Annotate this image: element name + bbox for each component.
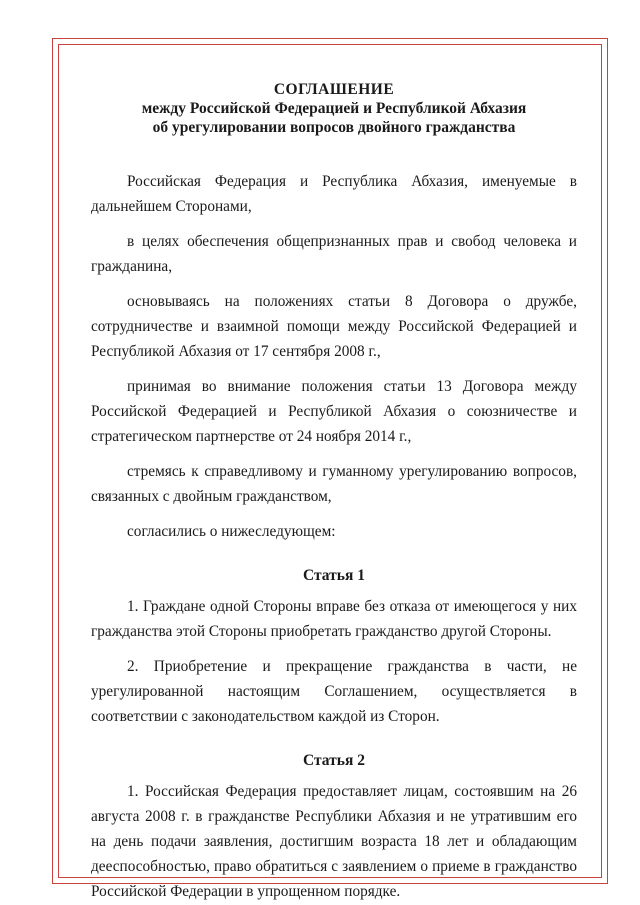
document-body (91, 80, 577, 904)
article-2-heading: Статья 2 (303, 752, 365, 769)
document-title (91, 80, 577, 137)
article-1-paragraph-2: 2. Приобретение и прекращение гражданства в части, не урегулированной настоящим Соглашением, осуществляется в соответствии с законодательством каждой из Сторон. (91, 658, 577, 725)
preamble-paragraph-4: принимая во внимание положения статьи 13 Договора между Российской Федерацией и Республикой Абхазия о союзничестве и стратегическом партнерстве от 24 ноября 2014 г., (91, 378, 577, 445)
preamble-paragraph-5: стремясь к справедливому и гуманному урегулированию вопросов, связанных с двойным гражданством, (91, 463, 577, 505)
preamble-paragraph-2: в целях обеспечения общепризнанных прав и свобод человека и гражданина, (91, 233, 577, 275)
title-line-3: об урегулировании вопросов двойного гражданства (152, 119, 516, 136)
article-1-paragraph-1: 1. Граждане одной Стороны вправе без отказа от имеющегося у них гражданства этой Стороны приобретать гражданство другой Стороны. (91, 598, 577, 640)
title-line-2: между Российской Федерацией и Республикой Абхазия (141, 100, 527, 117)
article-2-paragraph-1: 1. Российская Федерация предоставляет лицам, состоявшим на 26 августа 2008 г. в гражданстве Республики Абхазия и не утратившим его на день подачи заявления, достигшим возраста 18 лет и обладающим дееспособностью, право обратиться с заявлением о приеме в гражданство Российской Федерации в упрощенном порядке. (91, 783, 577, 900)
article-1-heading: Статья 1 (303, 567, 365, 584)
preamble-paragraph-3: основываясь на положениях статьи 8 Договора о дружбе, сотрудничестве и взаимной помощи между Российской Федерацией и Республикой Абхазия от 17 сентября 2008 г., (91, 293, 577, 360)
preamble-paragraph-6: согласились о нижеследующем: (127, 523, 336, 540)
preamble-paragraph-1: Российская Федерация и Республика Абхазия, именуемые в дальнейшем Сторонами, (91, 173, 577, 215)
title-line-1: СОГЛАШЕНИЕ (273, 81, 395, 98)
